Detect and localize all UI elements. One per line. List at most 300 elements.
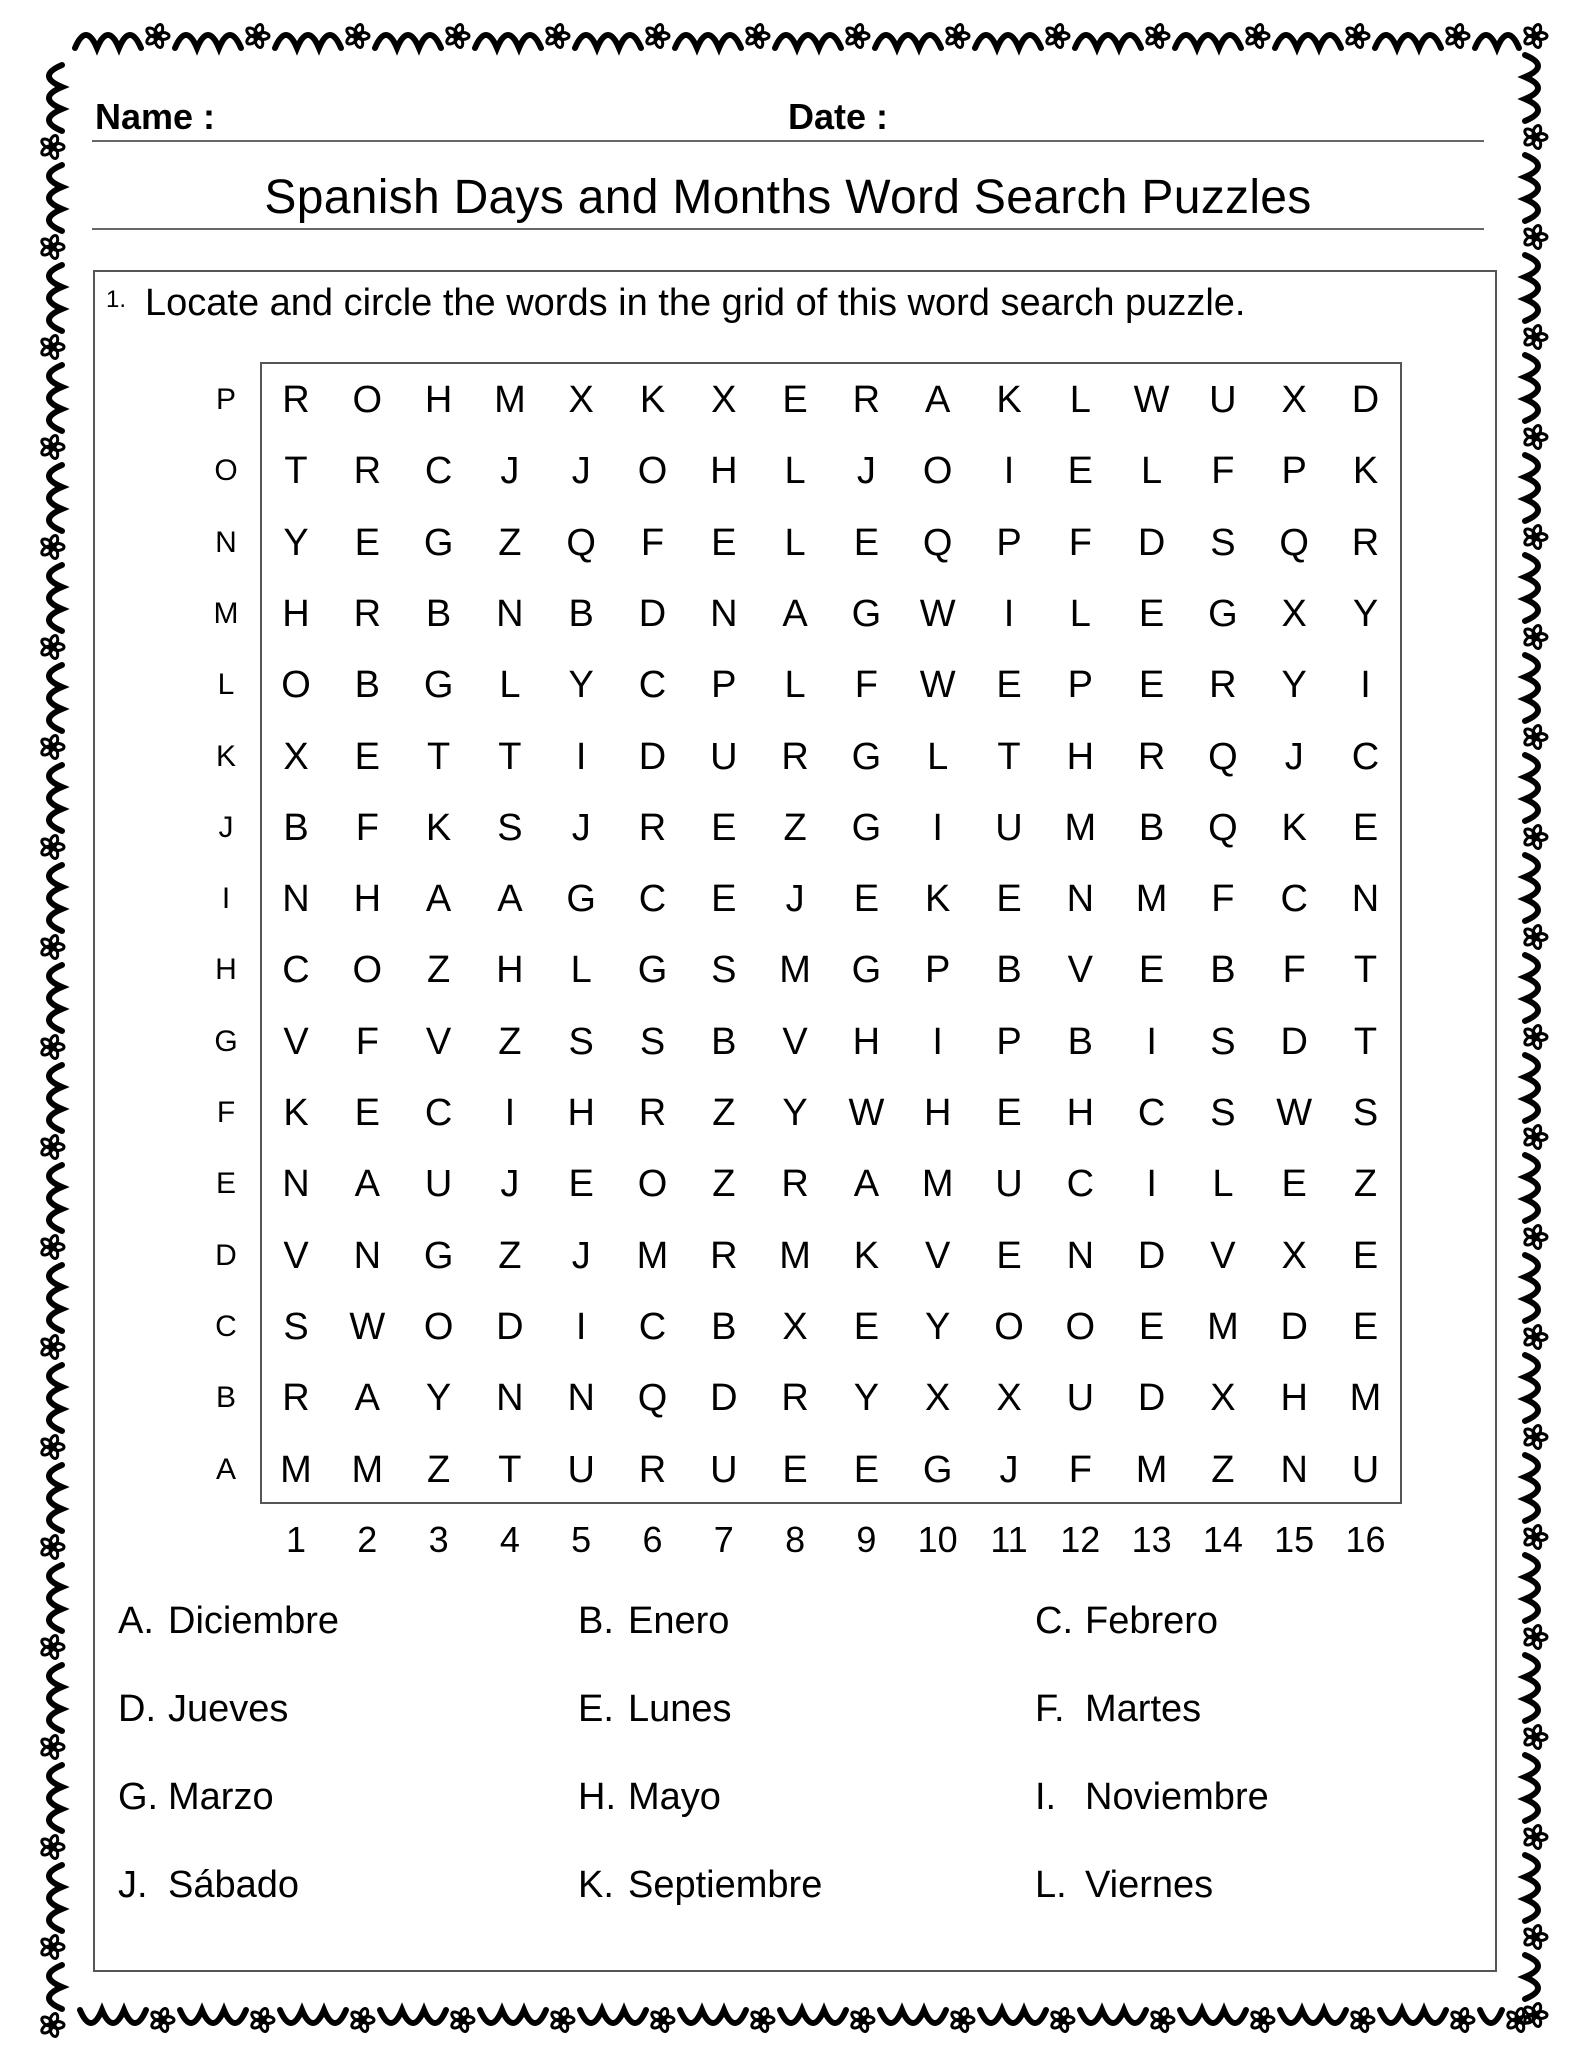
grid-cell[interactable]: I — [1146, 1020, 1157, 1063]
flower-ornament — [1523, 1025, 1547, 1050]
grid-cell[interactable]: G — [851, 949, 882, 992]
grid-cell[interactable]: R — [710, 1234, 738, 1277]
grid-cell[interactable]: L — [570, 949, 592, 992]
grid-cell[interactable]: B — [711, 1305, 737, 1348]
grid-cell[interactable]: N — [567, 1377, 595, 1420]
grid-cell[interactable]: E — [354, 1092, 380, 1134]
grid-cell[interactable]: Q — [922, 521, 953, 564]
grid-cell[interactable]: E — [782, 1448, 808, 1491]
grid-cell[interactable]: U — [710, 735, 738, 778]
grid-cell[interactable]: L — [1212, 1163, 1234, 1206]
flower-ornament — [40, 635, 64, 660]
grid-cell[interactable]: S — [1210, 1092, 1236, 1134]
grid-cell[interactable]: M — [494, 379, 526, 421]
grid-cell[interactable]: H — [567, 1092, 595, 1134]
grid-cell[interactable]: P — [996, 1020, 1022, 1063]
grid-cell[interactable]: R — [852, 379, 881, 421]
grid-cell[interactable]: K — [1281, 806, 1307, 849]
grid-cell[interactable]: P — [925, 949, 951, 992]
grid-cell[interactable]: R — [638, 1092, 667, 1134]
column-label: 11 — [990, 1519, 1028, 1560]
grid-cell[interactable]: Y — [425, 1377, 452, 1420]
grid-cell[interactable]: U — [1351, 1448, 1380, 1491]
grid-cell[interactable]: L — [784, 450, 806, 493]
grid-cell[interactable]: K — [996, 379, 1022, 421]
grid-cell[interactable]: H — [282, 592, 310, 635]
grid-cell[interactable]: C — [1351, 735, 1380, 778]
grid-cell[interactable]: E — [853, 1305, 880, 1348]
word-list-item: Viernes — [1085, 1864, 1214, 1906]
grid-cell[interactable]: B — [1067, 1020, 1093, 1063]
grid-cell[interactable]: I — [932, 1020, 943, 1063]
flower-ornament — [40, 235, 64, 260]
grid-cell[interactable]: P — [996, 521, 1022, 564]
grid-cell[interactable]: S — [568, 1020, 594, 1063]
flower-ornament — [40, 1935, 64, 1960]
grid-cell[interactable]: X — [283, 735, 309, 778]
grid-cell[interactable]: B — [283, 806, 309, 849]
grid-cell[interactable]: V — [925, 1234, 951, 1277]
grid-cell[interactable]: W — [919, 664, 956, 707]
grid-cell[interactable]: S — [1352, 1092, 1379, 1134]
grid-cell[interactable]: I — [1360, 664, 1371, 707]
grid-cell[interactable]: A — [853, 1163, 880, 1206]
flower-ornament — [1523, 625, 1547, 650]
grid-cell[interactable]: B — [354, 664, 380, 707]
grid-cell[interactable]: C — [1280, 878, 1308, 921]
grid-cell[interactable]: E — [853, 521, 880, 564]
flower-ornament — [1523, 925, 1547, 950]
grid-cell[interactable]: L — [1141, 450, 1163, 493]
grid-cell[interactable]: Z — [498, 1020, 522, 1063]
grid-cell[interactable]: E — [996, 1092, 1022, 1134]
column-label: 13 — [1131, 1519, 1172, 1560]
grid-cell[interactable]: C — [1066, 1163, 1095, 1206]
grid-cell[interactable]: T — [1353, 1020, 1378, 1063]
grid-cell[interactable]: U — [995, 806, 1023, 849]
grid-cell[interactable]: O — [281, 664, 311, 707]
grid-cell[interactable]: M — [1135, 1448, 1168, 1491]
grid-cell[interactable]: G — [851, 592, 882, 635]
grid-cell[interactable]: I — [575, 735, 587, 778]
grid-cell[interactable]: O — [637, 1163, 668, 1206]
grid-cell[interactable]: G — [851, 806, 882, 849]
grid-cell[interactable]: N — [1351, 878, 1380, 921]
grid-cell[interactable]: I — [1003, 450, 1015, 493]
grid-cell[interactable]: E — [1067, 450, 1093, 493]
row-label: K — [215, 739, 236, 773]
grid-cell[interactable]: D — [638, 735, 667, 778]
column-label: 15 — [1274, 1519, 1315, 1560]
flower-ornament — [950, 2008, 974, 2033]
grid-cell[interactable]: I — [575, 1305, 587, 1348]
grid-cell[interactable]: M — [351, 1448, 384, 1491]
grid-cell[interactable]: X — [925, 1377, 951, 1420]
grid-cell[interactable]: T — [426, 735, 451, 778]
grid-cell[interactable]: Q — [566, 521, 596, 564]
grid-cell[interactable]: F — [355, 1020, 379, 1063]
grid-cell[interactable]: K — [283, 1092, 309, 1134]
grid-cell[interactable]: V — [782, 1020, 808, 1063]
grid-cell[interactable]: M — [779, 949, 811, 992]
grid-cell[interactable]: E — [853, 878, 880, 921]
grid-cell[interactable]: S — [497, 806, 523, 849]
grid-cell[interactable]: B — [425, 592, 452, 635]
grid-cell[interactable]: M — [1135, 878, 1168, 921]
grid-cell[interactable]: Y — [782, 1092, 808, 1134]
grid-cell[interactable]: W — [1276, 1092, 1313, 1134]
row-label: L — [217, 668, 235, 702]
grid-cell[interactable]: X — [1210, 1377, 1236, 1420]
grid-cell[interactable]: J — [999, 1448, 1019, 1491]
grid-cell[interactable]: Q — [1208, 806, 1238, 849]
grid-cell[interactable]: K — [925, 878, 951, 921]
grid-cell[interactable]: E — [354, 521, 380, 564]
grid-cell[interactable]: S — [283, 1305, 309, 1348]
grid-cell[interactable]: R — [1209, 664, 1237, 707]
grid-cell[interactable]: O — [922, 450, 953, 493]
grid-cell[interactable]: Y — [1281, 664, 1307, 707]
grid-cell[interactable]: G — [637, 949, 668, 992]
grid-cell[interactable]: S — [1210, 521, 1236, 564]
grid-cell[interactable]: H — [923, 1092, 952, 1134]
grid-cell[interactable]: G — [423, 664, 454, 707]
grid-cell[interactable]: K — [639, 379, 666, 421]
grid-cell[interactable]: X — [1281, 592, 1307, 635]
grid-cell[interactable]: Z — [498, 521, 522, 564]
grid-cell[interactable]: J — [500, 450, 520, 493]
grid-cell[interactable]: E — [853, 1448, 880, 1491]
grid-cell[interactable]: F — [355, 806, 379, 849]
grid-cell[interactable]: A — [354, 1377, 380, 1420]
grid-cell[interactable]: C — [638, 664, 667, 707]
flower-ornament — [1523, 225, 1547, 250]
grid-cell[interactable]: T — [498, 735, 522, 778]
grid-cell[interactable]: M — [1207, 1305, 1239, 1348]
grid-cell[interactable]: H — [1066, 1092, 1095, 1134]
grid-cell[interactable]: Y — [925, 1305, 951, 1348]
grid-cell[interactable]: E — [782, 379, 808, 421]
grid-cell[interactable]: N — [496, 592, 524, 635]
grid-cell[interactable]: R — [1137, 735, 1166, 778]
grid-cell[interactable]: E — [1352, 806, 1379, 849]
grid-cell[interactable]: X — [1281, 379, 1307, 421]
grid-cell[interactable]: L — [784, 664, 806, 707]
grid-cell[interactable]: E — [996, 664, 1022, 707]
grid-cell[interactable]: E — [711, 806, 737, 849]
grid-cell[interactable]: Z — [712, 1092, 736, 1134]
grid-cell[interactable]: F — [1282, 949, 1306, 992]
grid-cell[interactable]: E — [1281, 1163, 1307, 1206]
grid-cell[interactable]: D — [710, 1377, 738, 1420]
question-number: 1. — [106, 286, 127, 313]
grid-cell[interactable]: A — [354, 1163, 380, 1206]
grid-cell[interactable]: Y — [283, 521, 309, 564]
flower-ornament — [1245, 24, 1269, 49]
grid-cell[interactable]: U — [1209, 379, 1237, 421]
grid-cell[interactable]: E — [1138, 664, 1165, 707]
word-list-letter: C. — [1035, 1600, 1073, 1642]
grid-cell[interactable]: H — [424, 379, 453, 421]
grid-cell[interactable]: B — [711, 1020, 737, 1063]
grid-cell[interactable]: F — [640, 521, 665, 564]
grid-cell[interactable]: V — [1210, 1234, 1236, 1277]
flower-ornament — [1345, 24, 1369, 49]
grid-cell[interactable]: U — [567, 1448, 595, 1491]
grid-cell[interactable]: G — [423, 1234, 454, 1277]
grid-cell[interactable]: I — [1146, 1163, 1157, 1206]
grid-cell[interactable]: C — [424, 1092, 453, 1134]
grid-cell[interactable]: E — [711, 521, 737, 564]
grid-cell[interactable]: S — [639, 1020, 666, 1063]
grid-cell[interactable]: J — [785, 878, 805, 921]
word-list-item: Septiembre — [628, 1864, 823, 1906]
flower-ornament — [1523, 1925, 1547, 1950]
grid-cell[interactable]: J — [856, 450, 876, 493]
grid-cell[interactable]: P — [711, 664, 737, 707]
grid-cell[interactable]: D — [1280, 1020, 1308, 1063]
grid-cell[interactable]: L — [1069, 592, 1091, 635]
grid-cell[interactable]: H — [852, 1020, 881, 1063]
grid-cell[interactable]: R — [353, 450, 382, 493]
grid-cell[interactable]: O — [352, 949, 383, 992]
grid-cell[interactable]: N — [1280, 1448, 1308, 1491]
grid-cell[interactable]: C — [1137, 1092, 1166, 1134]
grid-cell[interactable]: T — [1353, 949, 1378, 992]
grid-cell[interactable]: D — [1280, 1305, 1308, 1348]
grid-cell[interactable]: G — [922, 1448, 953, 1491]
grid-cell[interactable]: D — [1351, 379, 1380, 421]
grid-cell[interactable]: H — [496, 949, 524, 992]
grid-cell[interactable]: Z — [426, 949, 451, 992]
grid-cell[interactable]: M — [779, 1234, 811, 1277]
grid-cell[interactable]: V — [283, 1020, 309, 1063]
grid-cell[interactable]: Z — [426, 1448, 451, 1491]
grid-cell[interactable]: R — [1351, 521, 1380, 564]
grid-cell[interactable]: A — [497, 878, 523, 921]
grid-cell[interactable]: E — [1138, 949, 1165, 992]
grid-cell[interactable]: F — [1068, 521, 1092, 564]
grid-cell[interactable]: H — [353, 878, 382, 921]
grid-cell[interactable]: N — [353, 1234, 382, 1277]
grid-cell[interactable]: V — [425, 1020, 452, 1063]
grid-cell[interactable]: X — [568, 379, 594, 421]
grid-cell[interactable]: A — [925, 379, 951, 421]
grid-cell[interactable]: W — [349, 1305, 386, 1348]
grid-cell[interactable]: E — [568, 1163, 594, 1206]
grid-cell[interactable]: Z — [498, 1234, 522, 1277]
grid-cell[interactable]: N — [710, 592, 738, 635]
grid-cell[interactable]: U — [995, 1163, 1023, 1206]
grid-cell[interactable]: O — [1065, 1305, 1096, 1348]
grid-cell[interactable]: U — [424, 1163, 453, 1206]
grid-cell[interactable]: E — [1352, 1234, 1379, 1277]
grid-cell[interactable]: Q — [1279, 521, 1309, 564]
grid-cell[interactable]: T — [498, 1448, 522, 1491]
grid-cell[interactable]: J — [1284, 735, 1304, 778]
grid-cell[interactable]: L — [927, 735, 949, 778]
grid-cell[interactable]: U — [710, 1448, 738, 1491]
word-list-letter: H. — [578, 1776, 616, 1818]
grid-cell[interactable]: P — [1067, 664, 1093, 707]
grid-cell[interactable]: O — [637, 450, 668, 493]
grid-cell[interactable]: E — [1138, 592, 1165, 635]
grid-cell[interactable]: H — [1280, 1377, 1308, 1420]
grid-cell[interactable]: D — [496, 1305, 524, 1348]
grid-cell[interactable]: R — [781, 735, 809, 778]
flower-ornament — [1523, 1725, 1547, 1750]
grid-cell[interactable]: N — [496, 1377, 524, 1420]
grid-cell[interactable]: O — [352, 379, 383, 421]
grid-cell[interactable]: A — [782, 592, 808, 635]
grid-cell[interactable]: E — [354, 735, 380, 778]
grid-cell[interactable]: F — [1211, 450, 1235, 493]
grid-cell[interactable]: X — [996, 1377, 1022, 1420]
grid-cell[interactable]: F — [1068, 1448, 1092, 1491]
grid-cell[interactable]: M — [1064, 806, 1097, 849]
column-label: 6 — [642, 1519, 663, 1560]
grid-cell[interactable]: Q — [637, 1377, 668, 1420]
grid-cell[interactable]: V — [283, 1234, 309, 1277]
grid-cell[interactable]: L — [784, 521, 806, 564]
column-label: 2 — [357, 1519, 378, 1560]
row-label: A — [215, 1452, 236, 1486]
grid-cell[interactable]: M — [921, 1163, 954, 1206]
grid-cell[interactable]: D — [1137, 1377, 1166, 1420]
grid-cell[interactable]: L — [1069, 379, 1091, 421]
flower-ornament — [40, 535, 64, 560]
grid-cell[interactable]: N — [282, 878, 310, 921]
flower-ornament — [245, 24, 269, 49]
grid-cell[interactable]: N — [1066, 878, 1095, 921]
grid-cell[interactable]: Q — [1208, 735, 1238, 778]
grid-cell[interactable]: E — [711, 878, 737, 921]
flower-ornament — [40, 1035, 64, 1060]
grid-cell[interactable]: F — [1211, 878, 1235, 921]
grid-cell[interactable]: E — [996, 1234, 1022, 1277]
flower-ornament — [450, 2008, 474, 2033]
grid-cell[interactable]: P — [1281, 450, 1307, 493]
word-list-letter: G. — [118, 1776, 159, 1818]
flower-ornament — [545, 24, 569, 49]
grid-cell[interactable]: B — [1210, 949, 1236, 992]
grid-cell[interactable]: D — [1137, 521, 1166, 564]
grid-cell[interactable]: X — [711, 379, 737, 421]
grid-cell[interactable]: T — [284, 450, 308, 493]
grid-cell[interactable]: J — [571, 806, 591, 849]
grid-cell[interactable]: Z — [1211, 1448, 1235, 1491]
grid-cell[interactable]: R — [353, 592, 382, 635]
grid-cell[interactable]: N — [282, 1163, 310, 1206]
grid-cell[interactable]: R — [781, 1377, 809, 1420]
grid-cell[interactable]: R — [282, 379, 310, 421]
flower-ornament — [1050, 2008, 1074, 2033]
grid-cell[interactable]: T — [997, 735, 1021, 778]
grid-cell[interactable]: X — [1281, 1234, 1307, 1277]
grid-cell[interactable]: B — [996, 949, 1022, 992]
grid-cell[interactable]: S — [711, 949, 737, 992]
flower-ornament — [1150, 2008, 1174, 2033]
grid-cell[interactable]: O — [423, 1305, 454, 1348]
grid-cell[interactable]: M — [1349, 1377, 1382, 1420]
grid-cell[interactable]: W — [1133, 379, 1170, 421]
grid-cell[interactable]: B — [1138, 806, 1165, 849]
grid-cell[interactable]: R — [282, 1377, 310, 1420]
grid-cell[interactable]: M — [280, 1448, 312, 1491]
grid-cell[interactable]: J — [500, 1163, 520, 1206]
grid-cell[interactable]: O — [994, 1305, 1024, 1348]
grid-cell[interactable]: W — [848, 1092, 885, 1134]
grid-cell[interactable]: H — [710, 450, 738, 493]
grid-cell[interactable]: V — [1067, 949, 1093, 992]
grid-cell[interactable]: G — [851, 735, 882, 778]
grid-cell[interactable]: H — [1066, 735, 1095, 778]
grid-cell[interactable]: G — [566, 878, 596, 921]
grid-cell[interactable]: K — [853, 1234, 880, 1277]
grid-cell[interactable]: C — [638, 1305, 667, 1348]
grid-cell[interactable]: I — [1003, 592, 1015, 635]
grid-cell[interactable]: Y — [1352, 592, 1379, 635]
grid-cell[interactable]: G — [423, 521, 454, 564]
grid-cell[interactable]: E — [1138, 1305, 1165, 1348]
grid-cell[interactable]: E — [996, 878, 1022, 921]
name-label: Name : — [95, 96, 216, 137]
flower-ornament — [250, 2008, 274, 2033]
grid-cell[interactable]: C — [638, 878, 667, 921]
grid-cell[interactable]: E — [1352, 1305, 1379, 1348]
grid-cell[interactable]: F — [854, 664, 878, 707]
grid-cell[interactable]: R — [638, 1448, 667, 1491]
grid-cell[interactable]: N — [1066, 1234, 1095, 1277]
grid-cell[interactable]: R — [781, 1163, 809, 1206]
grid-cell[interactable]: Y — [853, 1377, 880, 1420]
flower-ornament — [40, 835, 64, 860]
grid-cell[interactable]: K — [1352, 450, 1379, 493]
word-list-item: Diciembre — [168, 1600, 340, 1642]
word-list-item: Enero — [628, 1600, 730, 1642]
grid-cell[interactable]: J — [571, 1234, 591, 1277]
grid-cell[interactable]: I — [504, 1092, 516, 1134]
grid-cell[interactable]: C — [424, 450, 453, 493]
grid-cell[interactable]: Y — [568, 664, 594, 707]
grid-cell[interactable]: X — [782, 1305, 808, 1348]
grid-cell[interactable]: J — [571, 450, 591, 493]
grid-cell[interactable]: M — [636, 1234, 669, 1277]
grid-cell[interactable]: D — [1137, 1234, 1166, 1277]
grid-cell[interactable]: K — [425, 806, 452, 849]
grid-cell[interactable]: S — [1210, 1020, 1236, 1063]
grid-cell[interactable]: Z — [783, 806, 807, 849]
grid-cell[interactable]: B — [568, 592, 594, 635]
grid-cell[interactable]: D — [638, 592, 667, 635]
grid-cell[interactable]: W — [919, 592, 956, 635]
grid-cell[interactable]: A — [425, 878, 452, 921]
grid-cell[interactable]: U — [1066, 1377, 1095, 1420]
grid-cell[interactable]: Z — [712, 1163, 736, 1206]
grid-cell[interactable]: G — [1208, 592, 1238, 635]
flower-ornament — [40, 1435, 64, 1460]
grid-cell[interactable]: C — [282, 949, 310, 992]
grid-cell[interactable]: I — [932, 806, 943, 849]
row-label: E — [215, 1167, 236, 1201]
grid-cell[interactable]: Z — [1353, 1163, 1378, 1206]
flower-ornament — [445, 24, 469, 49]
word-list-item: Marzo — [168, 1776, 274, 1818]
column-label: 10 — [917, 1519, 958, 1560]
column-label: 1 — [285, 1519, 307, 1560]
grid-cell[interactable]: R — [638, 806, 667, 849]
grid-cell[interactable]: L — [499, 664, 521, 707]
